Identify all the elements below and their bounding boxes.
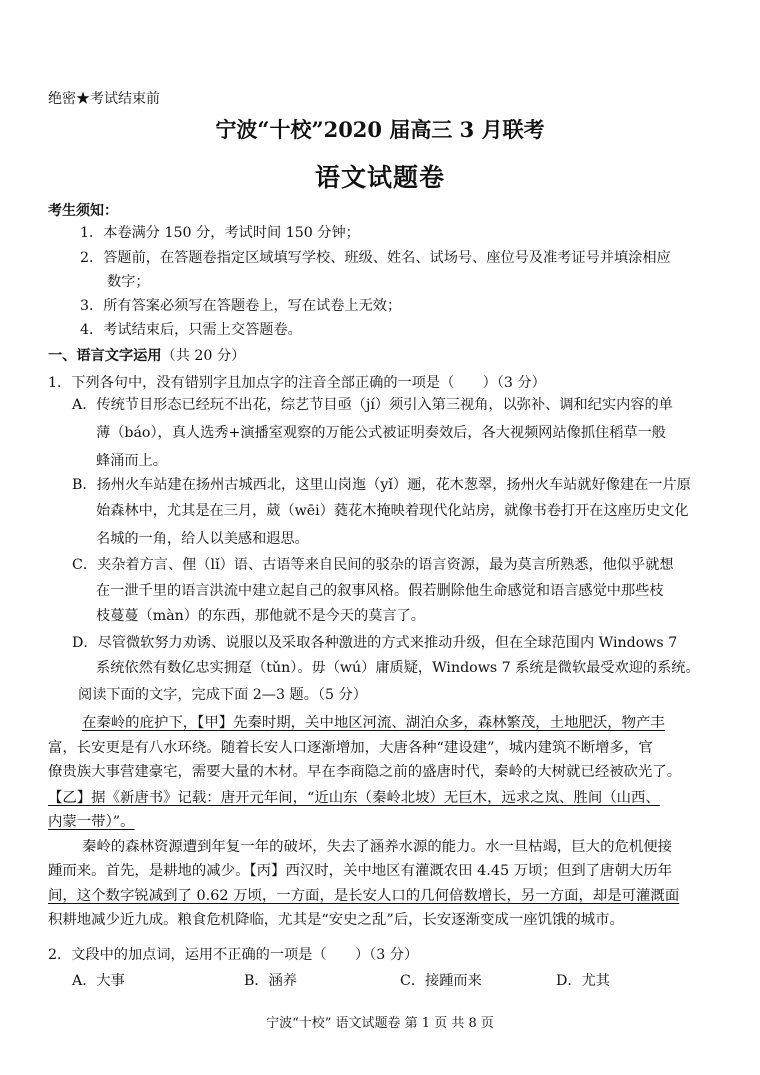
passage-line: 【乙】据《新唐书》记载：唐开元年间，“近山东（秦岭北坡）无巨木，远求之岚、胜间（山西、 <box>48 790 660 806</box>
q2-option-a: A．大事 <box>72 973 125 989</box>
q1-option-a-line: A．传统节目形态已经玩不出花，综艺节目亟（jí）须引入第三视角，以弥补、调和纪实内容的单 <box>72 397 673 413</box>
q2-option-b: B．涵养 <box>244 973 297 989</box>
q1-option-d-line: 系统依然有数亿忠实拥趸（tǔn）。毋（wú）庸质疑，Windows 7 系统是微软最受欢迎的系统。 <box>96 660 700 676</box>
q2-option-d: D．尤其 <box>556 973 610 989</box>
notice-item: 4．考试结束后，只需上交答题卷。 <box>80 322 302 338</box>
passage-line: 秦岭的森林资源遭到年复一年的破坏，失去了涵养水源的能力。水一旦枯竭，巨大的危机便接 <box>82 839 673 855</box>
q1-option-b-line: 名城的一角，给人以美感和遐思。 <box>96 531 309 547</box>
section-heading: 一、语言文字运用（共 20 分） <box>48 348 246 364</box>
question-2-stem: 2．文段中的加点词，运用不正确的一项是（ ）（3 分） <box>48 947 419 963</box>
q1-option-c-line: C．夹杂着方言、俚（lǐ）语、古语等来自民间的驳杂的语言资源，最为莫言所熟悉，他似乎就想 <box>72 557 674 573</box>
passage-line: 在秦岭的庇护下，【甲】先秦时期，关中地区河流、湖泊众多，森林繁茂，土地肥沃，物产丰 <box>82 715 665 731</box>
notice-item: 1．本卷满分 150 分，考试时间 150 分钟； <box>80 225 360 241</box>
notice-item: 3．所有答案必须写在答题卷上，写在试卷上无效； <box>80 298 402 314</box>
q2-option-c: C．接踵而来 <box>400 973 482 989</box>
q1-option-c-line: 枝蔓蔓（màn）的东西，那他就不是今天的莫言了。 <box>96 608 425 624</box>
passage-line: 僚贵族大事营建豪宅，需要大量的木材。早在李商隐之前的盛唐时代，秦岭的大树就已经被砍光了。 <box>48 764 682 780</box>
q1-option-c-line: 在一泄千里的语言洪流中建立起自己的叙事风格。假若删除他生命感觉和语言感觉中那些枝 <box>96 583 664 599</box>
passage-line: 富，长安更是有八水环绕。随着长安人口逐渐增加，大唐各种“建设建”，城内建筑不断增多，官 <box>48 740 653 756</box>
q1-option-d-line: D．尽管微软努力劝诱、说服以及采取各种激进的方式来推动升级，但在全球范围内 Windows 7 <box>72 635 678 651</box>
notice-heading: 考生须知： <box>48 203 118 219</box>
passage-line: 踵而来。首先，是耕地的减少。【丙】西汉时，关中地区有灌溉农田 4.45 万顷；但到了唐朝大历年 <box>48 863 673 879</box>
exam-title: 宁波“十校”2020 届高三 3 月联考 <box>215 117 545 142</box>
reading-instruction: 阅读下面的文字，完成下面 2—3 题。（5 分） <box>78 687 367 703</box>
question-1-stem: 1．下列各句中，没有错别字且加点字的注音全部正确的一项是（ ）（3 分） <box>48 375 546 391</box>
notice-item: 2．答题前，在答题卷指定区域填写学校、班级、姓名、试场号、座位号及准考证号并填涂相应 <box>80 250 671 266</box>
q1-option-b-line: 始森林中，尤其是在三月，葳（wēi）蕤花木掩映着现代化站房，就像书卷打开在这座历史文化 <box>96 503 689 519</box>
q1-option-a-line: 薄（báo），真人选秀+演播室观察的万能公式被证明奏效后，各大视频网站像抓住稻草一般 <box>96 425 666 441</box>
notice-item: 数字； <box>107 274 150 290</box>
passage-line: 间，这个数字锐减到了 0.62 万顷，一方面，是长安人口的几何倍数增长，另一方面，却是可灌溉面 <box>48 888 680 904</box>
secret-label: 绝密★考试结束前 <box>48 91 160 107</box>
passage-line: 内蒙一带）”。 <box>48 814 135 830</box>
page-footer: 宁波“十校” 语文试题卷 第 1 页 共 8 页 <box>266 1016 494 1031</box>
q1-option-a-line: 蜂涌而上。 <box>96 453 167 469</box>
q1-option-b-line: B．扬州火车站建在扬州古城西北，这里山岗迤（yǐ）逦，花木葱翠，扬州火车站就好像建在一片原 <box>72 477 691 493</box>
paper-subtitle: 语文试题卷 <box>314 163 445 192</box>
passage-line: 积耕地减少近九成。粮食危机降临，尤其是“安史之乱”后，长安逐渐变成一座饥饿的城市。 <box>48 912 624 928</box>
